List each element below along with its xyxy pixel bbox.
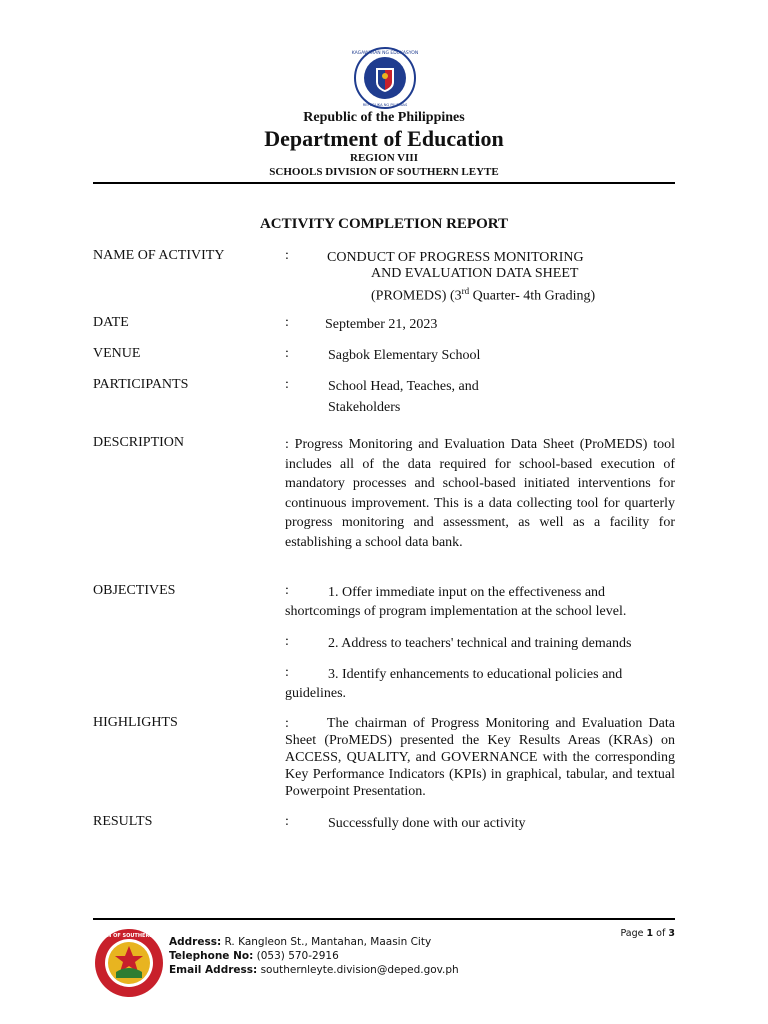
description-text: : Progress Monitoring and Evaluation Data Sheet (ProMEDS) tool includes all of the data required for school-based execution of mandatory processes and school-based initiated interventions for continuous improvement. This is a data collecting tool for quarterly progress monitoring and assessment, as well as a facility for establishing a school data bank. (285, 437, 675, 550)
footer-address (169, 936, 431, 948)
highlights-colon: : (285, 716, 289, 731)
highlights-label: HIGHLIGHTS (93, 715, 178, 730)
date-label: DATE (93, 315, 129, 330)
page-number (590, 928, 675, 939)
email-label: Email Address: (169, 964, 258, 976)
footer-divider (93, 918, 675, 920)
page-total: 3 (668, 928, 675, 939)
activity-line-3 (371, 282, 595, 306)
results-colon: : (285, 814, 289, 829)
date-value: September 21, 2023 (325, 317, 438, 332)
telephone-label: Telephone No: (169, 950, 254, 962)
participants-line-1: School Head, Teaches, and (328, 379, 479, 394)
participants-colon: : (285, 377, 289, 392)
venue-label: VENUE (93, 346, 141, 361)
header-divider (93, 182, 675, 184)
address-value: R. Kangleon St., Mantahan, Maasin City (224, 936, 432, 948)
telephone-value: (053) 570-2916 (256, 950, 339, 962)
deped-seal-lower-text: REPUBLIKA NG PILIPINAS (362, 103, 408, 107)
objective-1-line-2: shortcomings of program implementation at the school level. (285, 604, 627, 619)
activity-label: NAME OF ACTIVITY (93, 248, 225, 263)
deped-seal-logo (349, 46, 421, 110)
activity-line-2: AND EVALUATION DATA SHEET (371, 266, 579, 281)
date-colon: : (285, 315, 289, 330)
objectives-label: OBJECTIVES (93, 583, 176, 598)
page-current: 1 (646, 928, 654, 939)
footer-telephone (169, 950, 339, 962)
activity-line-3-prefix: (PROMEDS) (3 (371, 288, 462, 304)
region-heading: REGION VIII (350, 152, 418, 164)
page-word: Page (620, 928, 644, 939)
venue-value: Sagbok Elementary School (328, 348, 481, 363)
activity-line-3-superscript: rd (461, 286, 470, 296)
description-label: DESCRIPTION (93, 435, 185, 450)
objective-1-colon: : (285, 583, 289, 598)
results-value: Successfully done with our activity (328, 816, 526, 831)
participants-label: PARTICIPANTS (93, 377, 189, 392)
activity-line-3-suffix: Quarter- 4th Grading) (469, 288, 596, 304)
objective-1-line-1: 1. Offer immediate input on the effectiveness and (328, 585, 606, 600)
participants-line-2: Stakeholders (328, 400, 401, 415)
footer-email (169, 964, 459, 976)
objective-2-colon: : (285, 634, 289, 649)
highlights-text: The chairman of Progress Monitoring and Evaluation Data Sheet (ProMEDS) presented the Key Results Areas (KRAs) on ACCESS, QUALITY, and GOVERNANCE with the corresponding Key Performance Indicators (KPIs) in graphical, tabular, and textual Powerpoint Presentation. (285, 716, 675, 799)
division-heading: SCHOOLS DIVISION OF SOUTHERN LEYTE (269, 166, 499, 178)
objective-3-colon: : (285, 665, 289, 680)
results-label: RESULTS (93, 814, 153, 829)
address-label: Address: (169, 936, 222, 948)
department-heading: Department of Education (264, 126, 504, 151)
activity-colon: : (285, 248, 289, 263)
objective-2: 2. Address to teachers' technical and training demands (328, 636, 632, 651)
republic-heading: Republic of the Philippines (303, 110, 465, 125)
deped-seal-ring-text: KAGAWARAN NG EDUKASYON (351, 51, 419, 56)
division-seal-logo (85, 928, 173, 998)
report-title: ACTIVITY COMPLETION REPORT (259, 216, 509, 232)
venue-colon: : (285, 346, 289, 361)
objective-3-line-2: guidelines. (285, 686, 347, 701)
email-value: southernleyte.division@deped.gov.ph (260, 964, 459, 976)
page-of: of (656, 928, 666, 939)
highlights-block (285, 715, 675, 800)
objective-3-line-1: 3. Identify enhancements to educational policies and (328, 667, 623, 682)
division-seal-ring-text: DIVISION OF SOUTHERN LEYTE (85, 933, 173, 939)
activity-line-1: CONDUCT OF PROGRESS MONITORING (327, 250, 584, 265)
